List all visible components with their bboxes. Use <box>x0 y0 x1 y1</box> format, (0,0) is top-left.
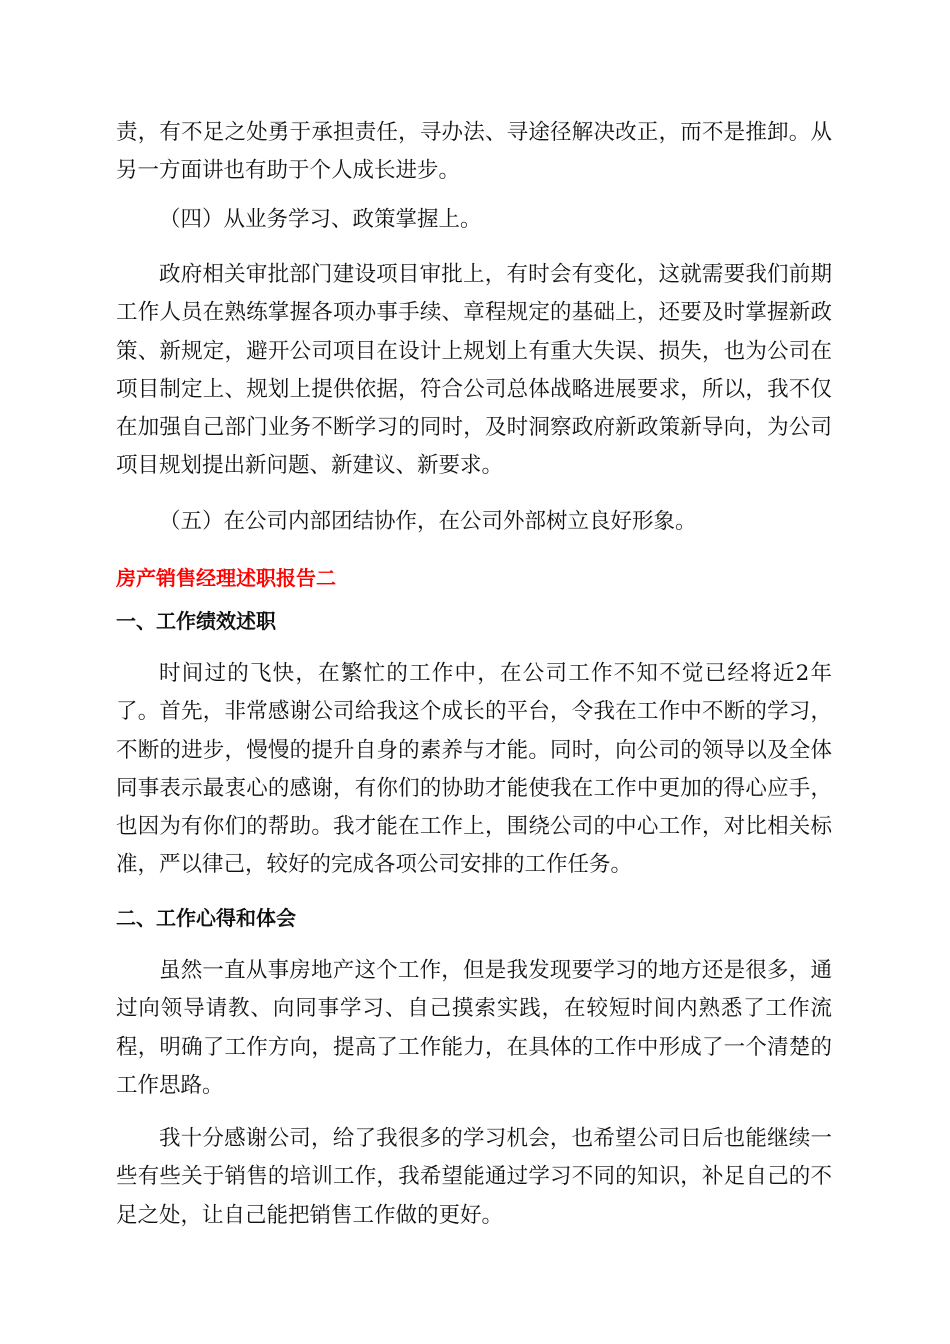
section-5-title: （五）在公司内部团结协作，在公司外部树立良好形象。 <box>159 509 697 534</box>
work-experience-body-1: 虽然一直从事房地产这个工作，但是我发现要学习的地方还是很多，通过向领导请教、向同事学习、自己摸索实践，在较短时间内熟悉了工作流程，明确了工作方向，提高了工作能力，在具体的工作中形成了一个清楚的工作思路。 <box>116 958 832 1098</box>
heading-work-experience: 二、工作心得和体会 <box>116 906 296 930</box>
work-performance-body: 时间过的飞快，在繁忙的工作中，在公司工作不知不觉已经将近2年了。首先，非常感谢公司给我这个成长的平台，令我在工作中不断的学习，不断的进步，慢慢的提升自身的素养与才能。同时，向公司的领导以及全体同事表示最衷心的感谢，有你们的协助才能使我在工作中更加的得心应手，也因为有你们的帮助。我才能在工作上，围绕公司的中心工作，对比相关标准，严以律己，较好的完成各项公司安排的工作任务。 <box>116 661 832 878</box>
report-2-title: 房产销售经理述职报告二 <box>116 566 336 590</box>
work-experience-body-2: 我十分感谢公司，给了我很多的学习机会，也希望公司日后也能继续一些有些关于销售的培训工作，我希望能通过学习不同的知识，补足自己的不足之处，让自己能把销售工作做的更好。 <box>116 1126 832 1228</box>
heading-work-performance: 一、工作绩效述职 <box>116 609 276 633</box>
section-4-body: 政府相关审批部门建设项目审批上，有时会有变化，这就需要我们前期工作人员在熟练掌握各项办事手续、章程规定的基础上，还要及时掌握新政策、新规定，避开公司项目在设计上规划上有重大失误、损失，也为公司在项目制定上、规划上提供依据，符合公司总体战略进展要求，所以，我不仅在加强自己部门业务不断学习的同时，及时洞察政府新政策新导向，为公司项目规划提出新问题、新建议、新要求。 <box>116 262 832 479</box>
paragraph-continuation: 责，有不足之处勇于承担责任，寻办法、寻途径解决改正，而不是推卸。从另一方面讲也有助于个人成长进步。 <box>116 120 832 184</box>
section-4-title: （四）从业务学习、政策掌握上。 <box>159 207 482 232</box>
